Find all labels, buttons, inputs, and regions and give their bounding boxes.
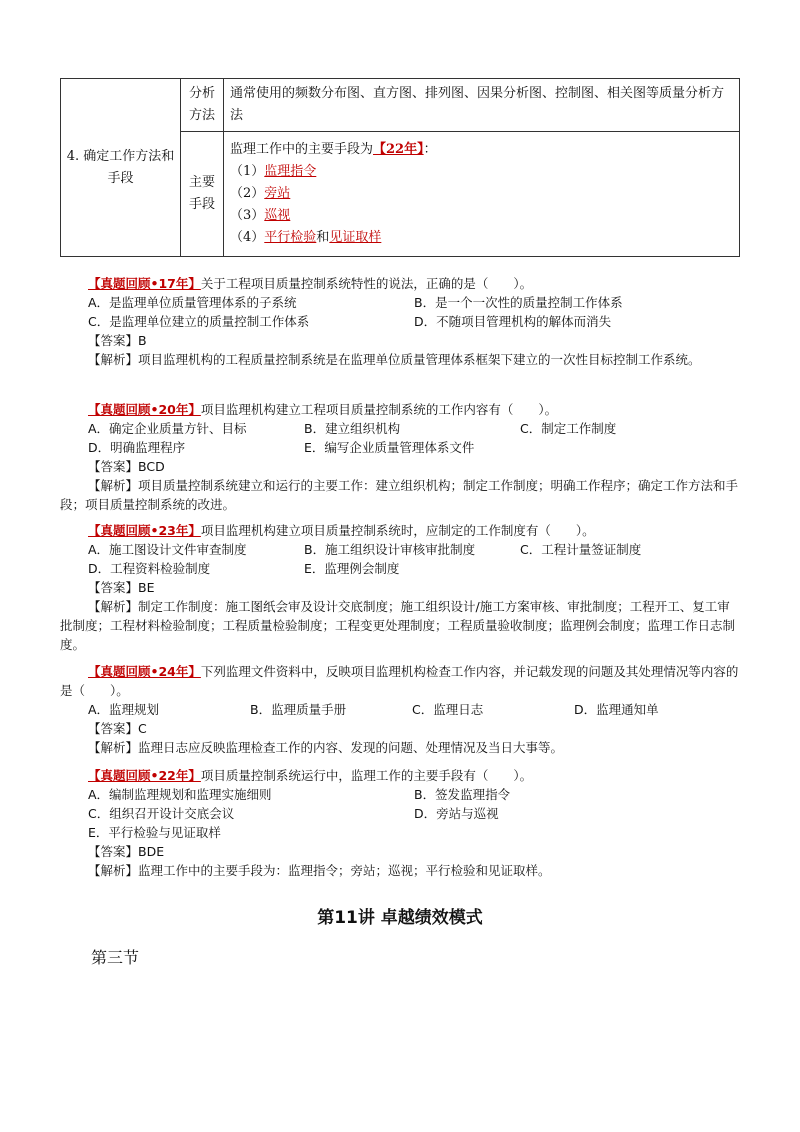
analysis: 【解析】项目质量控制系统建立和运行的主要工作：建立组织机构；制定工作制度；明确工作程序；确定工作方法和手段；项目质量控制系统的改进。: [60, 478, 739, 512]
list-item: [230, 227, 733, 249]
options-row: [60, 293, 740, 312]
year-tag: 【22年】: [373, 142, 424, 157]
question-20: [60, 400, 740, 514]
option-b: B．监理质量手册: [250, 702, 347, 717]
option-c: C．监理日志: [412, 702, 484, 717]
list-item: [230, 183, 733, 205]
list-item: [230, 161, 733, 183]
options-row: [60, 559, 740, 578]
answer: 【答案】BCD: [88, 459, 165, 474]
question-17: [60, 274, 740, 369]
options-row: [60, 438, 740, 457]
analysis: 【解析】制定工作制度：施工图纸会审及设计交底制度；施工组织设计/施工方案审核、审批制度；工程开工、复工审批制度；工程材料检验制度；工程质量检验制度；工程变更处理制度；工程质量验收制度；监理例会制度；监理工作日志制度。: [60, 599, 736, 652]
item-connector: 和: [316, 230, 330, 245]
option-e: E．监理例会制度: [304, 561, 400, 576]
options-row: [60, 700, 740, 719]
question-stem: [60, 400, 740, 419]
option-b: B．施工组织设计审核审批制度: [304, 542, 476, 557]
option-a: A．是监理单位质量管理体系的子系统: [88, 295, 297, 310]
item-text: 平行检验: [264, 230, 317, 245]
list-item: [230, 205, 733, 227]
options-row: [60, 419, 740, 438]
option-c: C．工程计量签证制度: [520, 542, 642, 557]
option-c: C．组织召开设计交底会议: [88, 806, 235, 821]
main-means-label: 主要手段: [181, 132, 224, 257]
option-b: B．签发监理指令: [414, 787, 511, 802]
option-b: B．建立组织机构: [304, 421, 401, 436]
year-tag: 【真题回顾•20年】: [88, 402, 201, 417]
option-a: A．监理规划: [88, 702, 160, 717]
item-text: 巡视: [264, 208, 291, 223]
analysis: 【解析】项目监理机构的工程质量控制系统是在监理单位质量管理体系框架下建立的一次性目标控制工作系统。: [88, 352, 701, 367]
analysis: 【解析】监理工作中的主要手段为：监理指令；旁站；巡视；平行检验和见证取样。: [88, 863, 551, 878]
question-22: [60, 766, 740, 880]
item-num: （2）: [230, 186, 265, 201]
stem-text: 项目监理机构建立工程项目质量控制系统的工作内容有（ ）。: [200, 402, 558, 417]
method-table: [60, 78, 740, 257]
year-tag: 【真题回顾•17年】: [88, 276, 201, 291]
year-tag: 【真题回顾•24年】: [88, 664, 201, 679]
item-text: 见证取样: [329, 230, 382, 245]
question-23: [60, 521, 740, 654]
options-row: [60, 785, 740, 804]
option-a: A．施工图设计文件审查制度: [88, 542, 247, 557]
table-row: [61, 79, 740, 132]
option-d: D．监理通知单: [574, 702, 659, 717]
item-num: （1）: [230, 164, 265, 179]
stem-text: 下列监理文件资料中，反映项目监理机构检查工作内容，并记载发现的问题及其处理情况等内容的是（ ）。: [60, 664, 739, 698]
answer: 【答案】BE: [88, 580, 155, 595]
options-row: [60, 804, 740, 823]
options-row: [60, 312, 740, 331]
question-stem: [60, 766, 740, 785]
section-title: 第三节: [91, 948, 140, 967]
option-a: A．确定企业质量方针、目标: [88, 421, 247, 436]
lecture-heading: 第11讲 卓越绩效模式: [317, 908, 483, 928]
item-num: （3）: [230, 208, 265, 223]
question-24: [60, 662, 740, 757]
question-stem: [60, 274, 740, 293]
year-tag: 【真题回顾•23年】: [88, 523, 201, 538]
option-d: D．明确监理程序: [88, 440, 186, 455]
option-d: D．工程资料检验制度: [88, 561, 211, 576]
stem-text: 关于工程项目质量控制系统特性的说法，正确的是（ ）。: [200, 276, 533, 291]
option-d: D．旁站与巡视: [414, 806, 499, 821]
main-means-intro: 监理工作中的主要手段为: [230, 142, 374, 157]
option-b: B．是一个一次性的质量控制工作体系: [414, 295, 623, 310]
option-e: E．平行检验与见证取样: [88, 825, 221, 840]
answer: 【答案】C: [88, 721, 147, 736]
year-tag: 【真题回顾•22年】: [88, 768, 201, 783]
analysis-method-label: 分析方法: [181, 79, 224, 132]
option-e: E．编写企业质量管理体系文件: [304, 440, 475, 455]
stem-text: 项目质量控制系统运行中，监理工作的主要手段有（ ）。: [200, 768, 533, 783]
intro-end: ：: [423, 142, 437, 157]
option-a: A．编制监理规划和监理实施细则: [88, 787, 272, 802]
options-row: [60, 540, 740, 559]
item-num: （4）: [230, 230, 265, 245]
item-text: 监理指令: [264, 164, 317, 179]
item-text: 旁站: [264, 186, 291, 201]
answer: 【答案】B: [88, 333, 147, 348]
option-c: C．是监理单位建立的质量控制工作体系: [88, 314, 310, 329]
analysis: 【解析】监理日志应反映监理检查工作的内容、发现的问题、处理情况及当日大事等。: [88, 740, 564, 755]
answer: 【答案】BDE: [88, 844, 165, 859]
option-d: D．不随项目管理机构的解体而消失: [414, 314, 612, 329]
stem-text: 项目监理机构建立项目质量控制系统时，应制定的工作制度有（ ）。: [200, 523, 595, 538]
step-cell: 4. 确定工作方法和手段: [61, 79, 181, 257]
option-c: C．制定工作制度: [520, 421, 617, 436]
question-stem: [60, 521, 740, 540]
analysis-method-text: 通常使用的频数分布图、直方图、排列图、因果分析图、控制图、相关图等质量分析方法: [224, 79, 740, 132]
question-stem: [60, 662, 740, 700]
main-means-cell: [224, 132, 740, 257]
